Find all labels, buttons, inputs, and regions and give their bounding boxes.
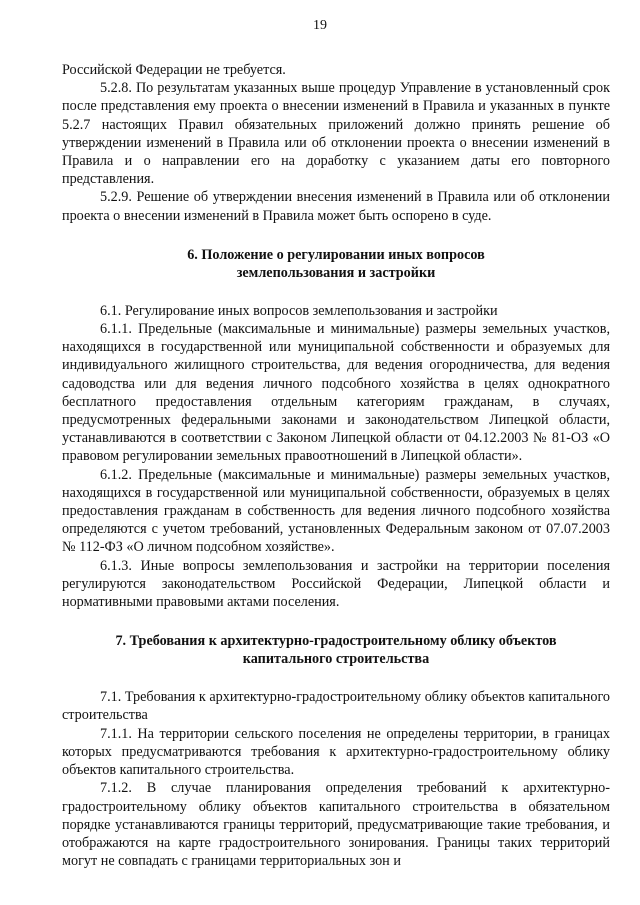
paragraph-7-1: 7.1. Требования к архитектурно-градостроительному облику объектов капитального строительства xyxy=(62,689,610,724)
paragraph-6-1-3: 6.1.3. Иные вопросы землепользования и застройки на территории поселения регулируются законодательством Российской Федерации, Липецкой области и нормативными правовыми актами поселения. xyxy=(62,557,610,611)
paragraph-7-1-2: 7.1.2. В случае планирования определения требований к архитектурно-градостроительному облику объектов капитального строительства в обязательном порядке устанавливаются границы территорий, предусматривающие такие требования, и отображаются на карте градостроительного зонирования. Границы таких территорий могут не совпадать с границами территориальных зон и xyxy=(62,780,610,870)
section-7-heading-line1: 7. Требования к архитектурно-градостроительному облику объектов xyxy=(115,633,557,650)
paragraph-5-2-9: 5.2.9. Решение об утверждении внесения изменений в Правила или об отклонении проекта о внесении изменений в Правила может быть оспорено в суде. xyxy=(62,189,610,224)
page-number: 19 xyxy=(313,18,327,33)
paragraph-6-1-2: 6.1.2. Предельные (максимальные и минимальные) размеры земельных участков, находящихся в государственной или муниципальной собственности, образуемых в целях предоставления гражданам в собственность для ведения личного подсобного хозяйства определяются с учетом требований, установленных Федеральным законом от 07.07.2003 № 112-ФЗ «О личном подсобном хозяйстве». xyxy=(62,466,610,556)
paragraph-7-1-1: 7.1.1. На территории сельского поселения не определены территории, в границах которых предусматриваются требования к архитектурно-градостроительному облику объектов капитального строительства. xyxy=(62,725,610,779)
section-7-heading xyxy=(62,632,610,668)
paragraph-6-1: 6.1. Регулирование иных вопросов землепользования и застройки xyxy=(100,302,498,319)
section-6-heading xyxy=(62,246,610,282)
document-body xyxy=(62,61,610,870)
section-6-heading-line2: землепользования и застройки xyxy=(236,264,436,281)
section-6-heading-line1: 6. Положение о регулировании иных вопросов xyxy=(187,246,485,263)
paragraph-continuation: Российской Федерации не требуется. xyxy=(62,62,286,78)
paragraph-6-1-1: 6.1.1. Предельные (максимальные и минимальные) размеры земельных участков, находящихся в государственной или муниципальной собственности и образуемых для индивидуального жилищного строительства, для ведения огородничества, для ведения садоводства или для ведения личного подсобного хозяйства в целях однократного бесплатного предоставления отдельным категориям гражданам, в случаях, предусмотренных федеральными законами и законодательством Липецкой области, устанавливаются в соответствии с Законом Липецкой области от 04.12.2003 № 81-ОЗ «О правовом регулировании земельных правоотношений в Липецкой области». xyxy=(62,321,610,465)
section-7-heading-line2: капитального строительства xyxy=(242,651,430,668)
paragraph-5-2-8: 5.2.8. По результатам указанных выше процедур Управление в установленный срок после представления ему проекта о внесении изменений в Правила и указанных в пункте 5.2.7 настоящих Правил обязательных приложений должно принять решение об утверждении изменений в Правила или об отклонении проекта о внесении изменений в Правила и о направлении его на доработку с указанием даты его повторного представления. xyxy=(62,80,610,188)
